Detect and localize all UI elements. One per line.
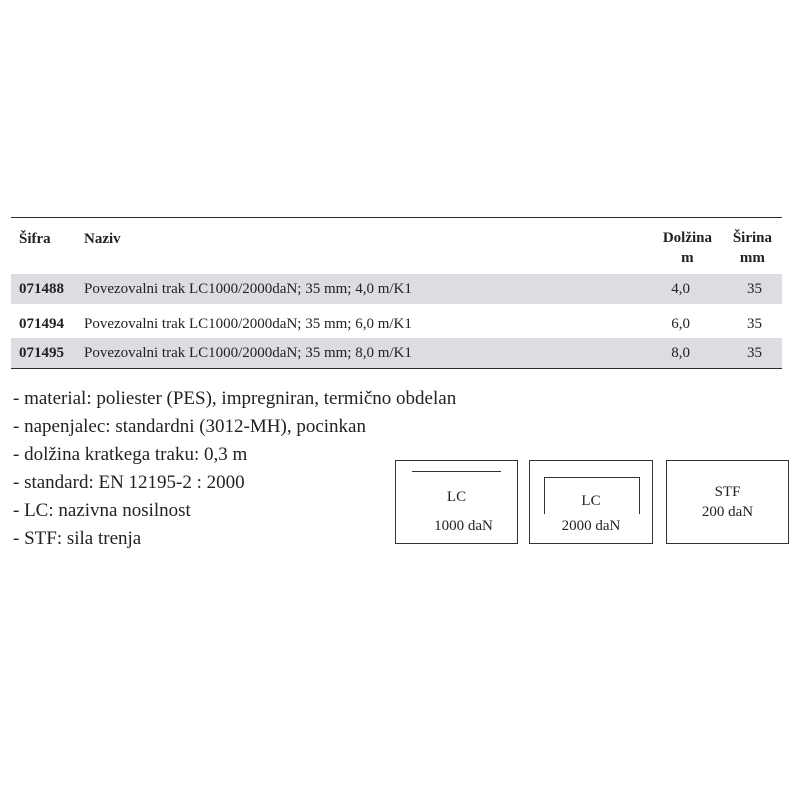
product-table (11, 217, 782, 369)
row-width: 35 (747, 281, 762, 297)
header-code: Šifra (19, 231, 51, 247)
legend-lc-2000 (529, 460, 653, 544)
header-width-unit: mm (739, 250, 765, 266)
legend-stf (666, 460, 789, 544)
spec-notes (13, 385, 456, 553)
row-name: Povezovalni trak LC1000/2000daN; 35 mm; 4,0 m/K1 (84, 281, 412, 297)
header-length (663, 228, 712, 268)
note-lc-definition: - LC: nazivna nosilnost (13, 500, 191, 521)
note-material: - material: poliester (PES), impregniran, termično obdelan (13, 388, 457, 409)
row-code: 071494 (19, 316, 64, 332)
row-length: 4,0 (671, 281, 690, 297)
note-tensioner: - napenjalec: standardni (3012-MH), pocinkan (13, 416, 366, 437)
header-length-label: Dolžina (662, 230, 712, 246)
row-code: 071488 (19, 281, 64, 297)
straight-strap-icon (412, 471, 501, 472)
header-width-label: Širina (732, 230, 772, 246)
legend-stf-value: 200 daN (701, 504, 754, 520)
header-name: Naziv (84, 231, 121, 247)
table-row (11, 338, 782, 368)
legend-lc-1000-value: 1000 daN (434, 518, 493, 534)
row-width: 35 (747, 345, 762, 361)
legend-lc-1000-label: LC (446, 489, 467, 505)
row-name: Povezovalni trak LC1000/2000daN; 35 mm; 6,0 m/K1 (84, 316, 412, 332)
note-short-strap-length: - dolžina kratkega traku: 0,3 m (13, 444, 248, 465)
header-length-unit: m (681, 250, 694, 266)
row-code: 071495 (19, 345, 64, 361)
table-row (11, 274, 782, 304)
note-stf-definition: - STF: sila trenja (13, 528, 142, 549)
note-standard: - standard: EN 12195-2 : 2000 (13, 472, 245, 493)
header-width (733, 228, 772, 268)
row-length: 8,0 (671, 345, 690, 361)
legend-lc-2000-value: 2000 daN (561, 518, 621, 534)
table-row (11, 309, 782, 339)
legend-stf-label: STF (714, 484, 741, 500)
row-length: 6,0 (671, 316, 690, 332)
table-header (11, 218, 782, 272)
legend-lc-1000 (395, 460, 518, 544)
legend-lc-2000-label: LC (581, 493, 601, 509)
row-width: 35 (747, 316, 762, 332)
row-name: Povezovalni trak LC1000/2000daN; 35 mm; 8,0 m/K1 (84, 345, 412, 361)
